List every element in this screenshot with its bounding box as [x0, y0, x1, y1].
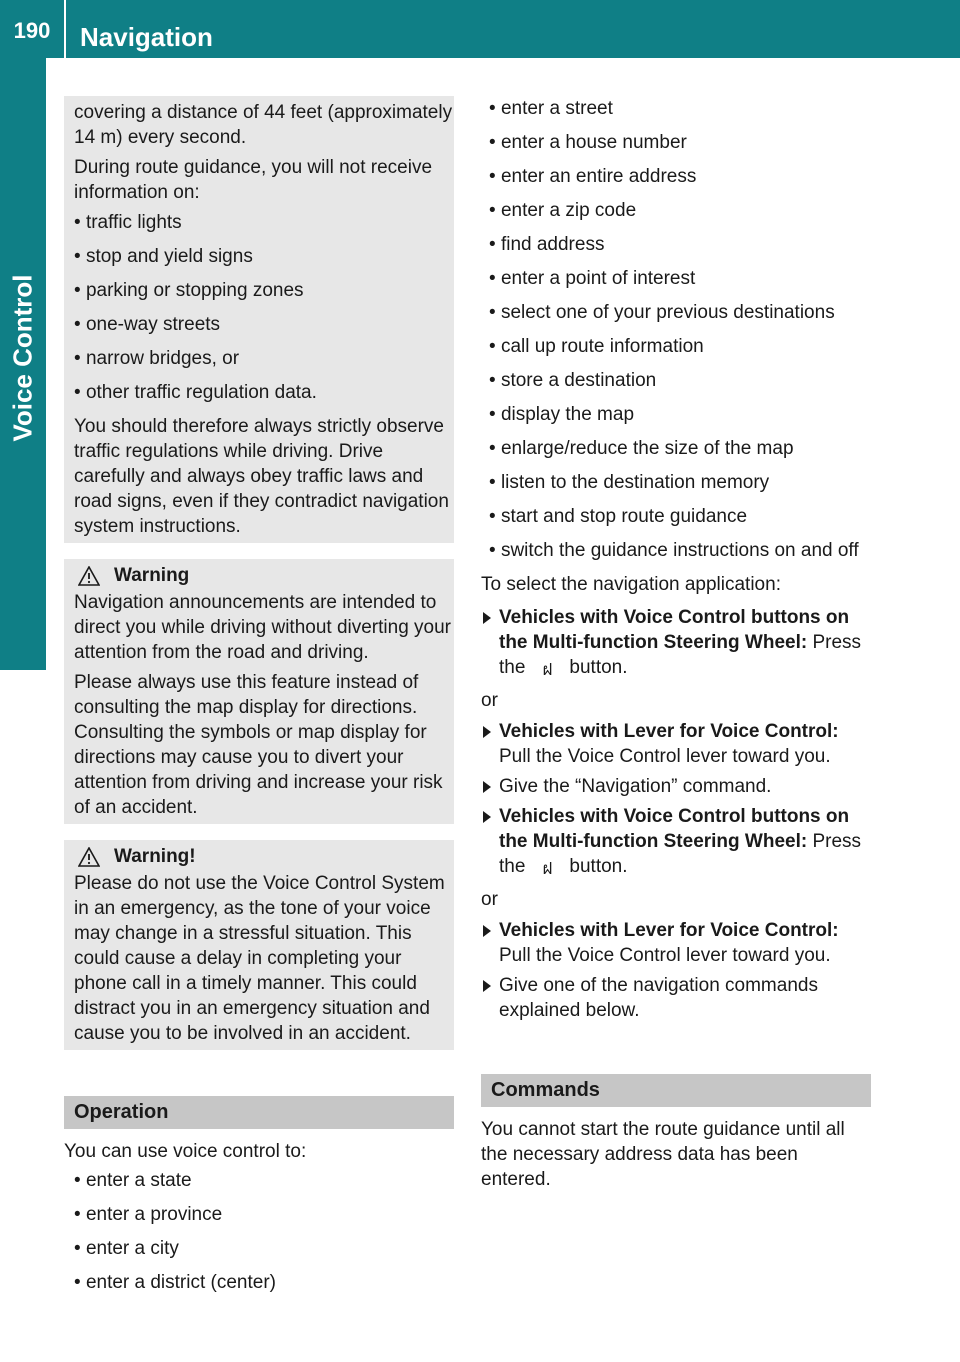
warning-box-1 — [64, 559, 454, 824]
list-item: • display the map — [489, 402, 871, 427]
step-5-condition: Vehicles with Lever for Voice Control: — [499, 920, 839, 941]
list-item: • parking or stopping zones — [74, 278, 454, 303]
list-item: • start and stop route guidance — [489, 504, 871, 529]
warning-triangle-icon — [78, 566, 100, 586]
page-header — [0, 0, 960, 58]
step-4-condition: Vehicles with Voice Control buttons on the Multi-function Steering Wheel: — [499, 806, 850, 852]
warning-title-2: Warning! — [114, 846, 196, 867]
list-item: • enter a point of interest — [489, 266, 871, 291]
warning-triangle-icon — [78, 847, 100, 867]
step-2-text: Pull the Voice Control lever toward you. — [499, 746, 831, 767]
commands-text: You cannot start the route guidance until all the necessary address data has been entered. — [481, 1119, 845, 1190]
page-title: Navigation — [80, 22, 213, 52]
warning-1-para-1: Navigation announcements are intended to direct you while driving without diverting your attention from the road and driving. — [74, 592, 452, 663]
warning-heading-1 — [74, 563, 454, 588]
list-item: • find address — [489, 232, 871, 257]
list-item: • switch the guidance instructions on and off — [489, 538, 871, 563]
list-item: • enter a state — [74, 1168, 454, 1193]
list-item: • traffic lights — [74, 210, 454, 235]
step-4-text-b: button. — [569, 856, 628, 877]
step-5-text: Pull the Voice Control lever toward you. — [499, 945, 831, 966]
step-navigation-command: Give the “Navigation” command. — [481, 774, 871, 799]
operation-intro: You can use voice control to: — [64, 1141, 307, 1162]
list-item: • other traffic regulation data. — [74, 380, 454, 405]
list-item: • one-way streets — [74, 312, 454, 337]
operation-heading: Operation — [64, 1096, 454, 1129]
select-intro: To select the navigation application: — [481, 574, 781, 595]
intro-bullets — [74, 210, 454, 405]
step-give-commands: Give one of the navigation commands explained below. — [481, 973, 871, 1023]
intro-line-1: covering a distance of 44 feet (approximately 14 m) every second. — [74, 102, 453, 148]
intro-line-3: You should therefore always strictly observe traffic regulations while driving. Drive carefully and always obey traffic laws and road signs, even if they contradict navigation system instructions. — [74, 416, 449, 537]
step-steering-wheel-2 — [481, 804, 871, 879]
list-item: • narrow bridges, or — [74, 346, 454, 371]
list-item: • call up route information — [489, 334, 871, 359]
list-item: • enter a district (center) — [74, 1270, 454, 1295]
step-lever-2 — [481, 918, 871, 968]
side-tab-label: Voice Control — [7, 274, 38, 442]
voice-control-bullets — [481, 96, 871, 563]
list-item: • enter a province — [74, 1202, 454, 1227]
step-steering-wheel-1 — [481, 605, 871, 680]
list-item: • enter a house number — [489, 130, 871, 155]
warning-1-para-2: Please always use this feature instead of consulting the map display for directions. Consulting the symbols or map display for directions may cause you to divert your attention from driving and increase your risk of an accident. — [74, 672, 443, 818]
voice-control-button-icon: ฝ — [542, 660, 553, 679]
warning-title-1: Warning — [114, 565, 190, 586]
list-item: • enter a zip code — [489, 198, 871, 223]
list-item: • store a destination — [489, 368, 871, 393]
page-number: 190 — [0, 0, 66, 58]
voice-control-button-icon: ฝ — [542, 859, 553, 878]
step-2-condition: Vehicles with Lever for Voice Control: — [499, 721, 839, 742]
or-separator-1: or — [481, 690, 498, 711]
step-lever-1 — [481, 719, 871, 769]
warning-box-2 — [64, 840, 454, 1050]
left-column — [64, 96, 454, 1304]
right-column — [481, 96, 871, 1200]
warning-heading-2 — [74, 844, 454, 869]
commands-heading: Commands — [481, 1074, 871, 1107]
list-item: • enter a city — [74, 1236, 454, 1261]
intro-box — [64, 96, 454, 543]
step-4-text-a: Press the — [499, 831, 862, 877]
step-1-text-b: button. — [569, 657, 628, 678]
side-tab — [0, 58, 46, 670]
step-1-condition: Vehicles with Voice Control buttons on the Multi-function Steering Wheel: — [499, 607, 850, 653]
operation-bullets — [64, 1168, 454, 1295]
list-item: • select one of your previous destinations — [489, 300, 871, 325]
or-separator-2: or — [481, 889, 498, 910]
list-item: • enter a street — [489, 96, 871, 121]
list-item: • enter an entire address — [489, 164, 871, 189]
list-item: • listen to the destination memory — [489, 470, 871, 495]
list-item: • stop and yield signs — [74, 244, 454, 269]
intro-line-2: During route guidance, you will not receive information on: — [74, 157, 433, 203]
list-item: • enlarge/reduce the size of the map — [489, 436, 871, 461]
warning-2-para-1: Please do not use the Voice Control System in an emergency, as the tone of your voice may change in a stressful situation. This could cause a delay in completing your phone call in a timely manner. This could distract you in an emergency situation and cause you to be involved in an accident. — [74, 873, 445, 1044]
step-1-text-a: Press the — [499, 632, 862, 678]
